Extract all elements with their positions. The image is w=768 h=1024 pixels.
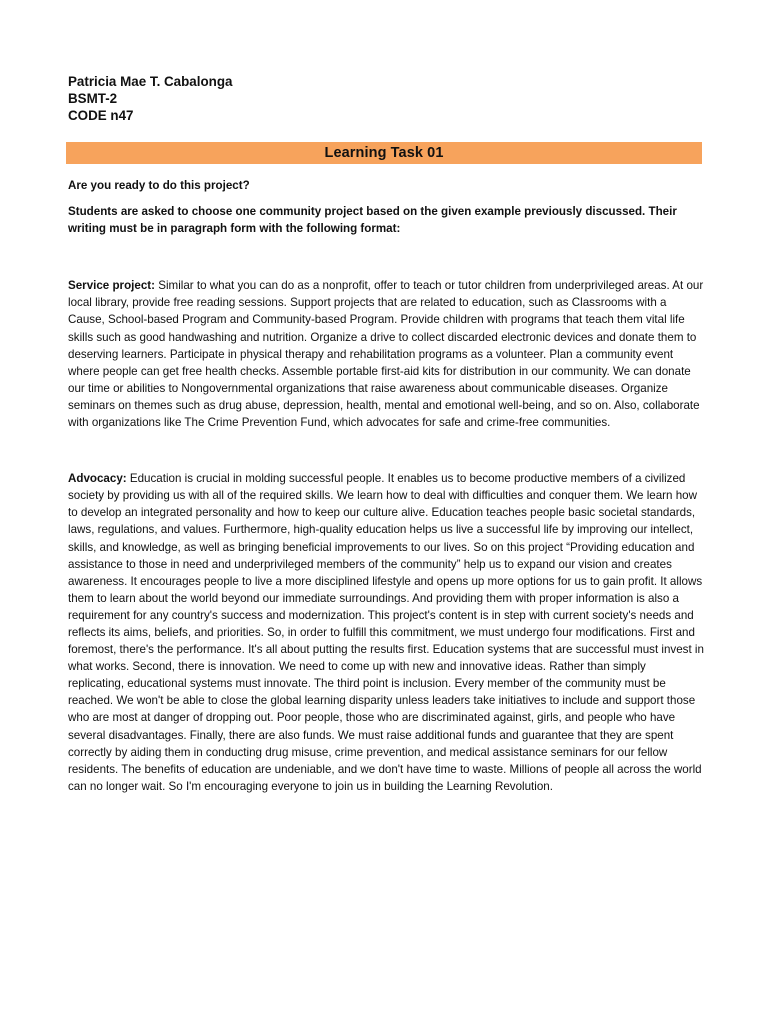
task-instructions: Students are asked to choose one community project based on the given example previously discussed. Their writing must be in paragraph form with the following format:	[68, 205, 677, 236]
advocacy-paragraph	[68, 470, 704, 795]
student-code: CODE n47	[68, 108, 134, 123]
task-question: Are you ready to do this project?	[68, 179, 250, 192]
student-section: BSMT-2	[68, 91, 118, 106]
advocacy-label: Advocacy:	[68, 472, 127, 486]
task-title: Learning Task 01	[324, 145, 444, 161]
service-project-text: Similar to what you can do as a nonprofit, offer to teach or tutor children from underprivileged areas. At our local library, provide free reading sessions. Support projects that are related to education, such as Classrooms with a Cause, School-based Program and Community-based Program. Provide children with programs that teach them vital life skills such as good handwashing and nutrition. Organize a drive to collect discarded electronic devices and donate them to deserving learners. Participate in physical therapy and rehabilitation programs as a volunteer. Plan a community event where people can get free health checks. Assemble portable first-aid kits for distribution in our community. We can donate our time or abilities to Nongovernmental organizations that raise awareness about communicable diseases. Organize seminars on themes such as drug abuse, depression, health, mental and emotional well-being, and so on. Also, collaborate with organizations like The Crime Prevention Fund, which advocates for safe and crime-free communities.	[68, 279, 704, 430]
service-project-label: Service project:	[68, 279, 155, 293]
task-content	[68, 177, 704, 795]
student-header	[68, 73, 232, 124]
advocacy-text: Education is crucial in molding successful people. It enables us to become productive members of a civilized society by providing us with all of the required skills. We learn how to deal with difficulties and conquer them. We learn how to develop an integrated personality and how to keep our culture alive. Education teaches people basic societal standards, laws, regulations, and values. Furthermore, high-quality education helps us live a successful life by improving our intellect, skills, and knowledge, as well as bringing beneficial improvements to our lives. So on this project “Providing education and assistance to those in need and underprivileged members of the community” help us to expand our vision and creates awareness. It encourages people to live a more disciplined lifestyle and opens up more options for us to gain profit. It allows them to learn about the world beyond our immediate surroundings. And providing them with proper information is also a requirement for any country's success and modernization. This project's content is in step with current society's needs and reflects its aims, beliefs, and priorities. So, in order to fulfill this commitment, we must undergo four modifications. First and foremost, there's the performance. It's all about putting the results first. Education systems that are successful must invest in what works. Second, there is innovation. We need to come up with new and innovative ideas. Rather than simply replicating, educational systems must innovate. The third point is inclusion. Every member of the community must be reached. We won't be able to close the global learning disparity unless leaders take initiatives to include and support those who are most at danger of dropping out. Poor people, those who are discriminated against, girls, and people who have several disadvantages. Finally, there are also funds. We must raise additional funds and guarantee that they are spent correctly by aiding them in conducting drug misuse, crime prevention, and medical assistance seminars for our fellow residents. The benefits of education are undeniable, and we don't have time to waste. Millions of people all across the world can no longer wait. So I'm encouraging everyone to join us in building the Learning Revolution.	[68, 472, 704, 793]
service-project-paragraph	[68, 277, 704, 431]
task-banner	[66, 142, 702, 164]
student-name: Patricia Mae T. Cabalonga	[68, 74, 233, 89]
